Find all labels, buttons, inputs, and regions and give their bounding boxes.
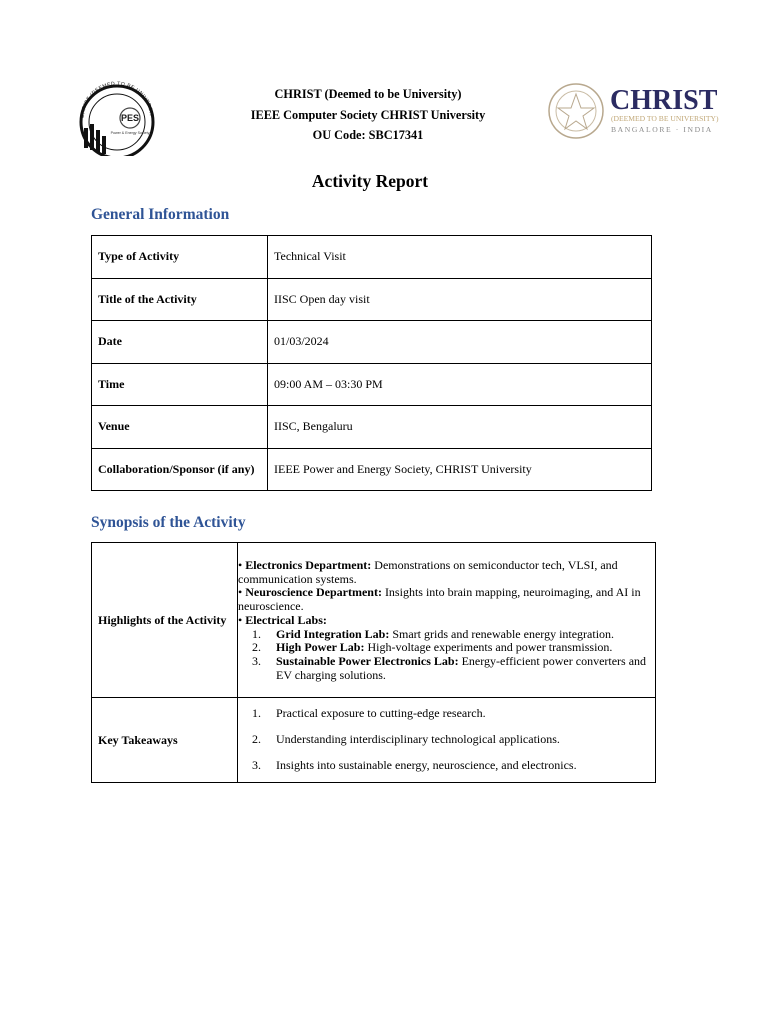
society-name: IEEE Computer Society CHRIST University xyxy=(250,107,486,122)
lab-label: High Power Lab: xyxy=(276,640,365,655)
header-block xyxy=(210,84,526,146)
highlights-cell xyxy=(238,543,656,698)
row-value: IISC, Bengaluru xyxy=(268,406,652,449)
table-row xyxy=(92,363,652,406)
table-row xyxy=(92,278,652,321)
row-value: IEEE Power and Energy Society, CHRIST University xyxy=(268,448,652,491)
list-item xyxy=(238,655,651,682)
row-value: 09:00 AM – 03:30 PM xyxy=(268,363,652,406)
row-value: 01/03/2024 xyxy=(268,321,652,364)
row-key: Time xyxy=(92,363,268,406)
christ-location: BANGALORE · INDIA xyxy=(611,125,713,134)
report-title: Activity Report xyxy=(311,171,429,191)
pes-tagline: Power & Energy Society xyxy=(110,131,150,135)
table-row xyxy=(92,321,652,364)
bullet-label: Neuroscience Department: xyxy=(245,585,382,600)
bullet-text: Demonstrations on semiconductor tech, VLSI, and communication systems. xyxy=(238,558,618,586)
item-number: 1. xyxy=(252,706,261,721)
list-item: • Electronics Department: Demonstrations on semiconductor tech, VLSI, and communication systems. xyxy=(238,558,618,586)
table-row xyxy=(92,698,656,783)
bullet-text: Insights into brain mapping, neuroimaging, and AI in neuroscience. xyxy=(238,585,641,614)
list-item: • Neuroscience Department: Insights into brain mapping, neuroimaging, and AI in neuroscience. xyxy=(238,585,641,614)
christ-wordmark: CHRIST xyxy=(610,85,718,116)
row-value: Technical Visit xyxy=(268,236,652,279)
list-item xyxy=(238,755,649,775)
synopsis-heading: Synopsis of the Activity xyxy=(91,514,246,531)
university-name: CHRIST (Deemed to be University) xyxy=(274,87,462,101)
row-key: Date xyxy=(92,321,268,364)
list-item: • Electrical Labs: xyxy=(238,612,327,627)
table-row xyxy=(92,236,652,279)
lab-text: Energy-efficient power converters and EV charging solutions. xyxy=(276,653,647,682)
synopsis-table xyxy=(91,542,656,783)
svg-text:CHRIST (DEEMED TO BE UNIVERSIT xyxy=(68,78,154,118)
table-row xyxy=(92,448,652,491)
ou-code: OU Code: SBC17341 xyxy=(312,128,424,142)
christ-university-logo xyxy=(544,78,730,156)
item-number: 2. xyxy=(252,732,261,747)
takeaway-text: Practical exposure to cutting-edge research. xyxy=(276,706,486,721)
table-row xyxy=(92,543,656,698)
item-number: 3. xyxy=(252,758,261,773)
table-row xyxy=(92,406,652,449)
lab-label: Sustainable Power Electronics Lab: xyxy=(276,653,459,668)
list-item xyxy=(238,703,649,723)
general-info-table xyxy=(91,235,652,491)
general-information-heading: General Information xyxy=(91,206,230,223)
list-item xyxy=(238,641,651,655)
takeaways-cell xyxy=(238,698,656,783)
row-key: Type of Activity xyxy=(92,236,268,279)
takeaways-label: Key Takeaways xyxy=(92,698,238,783)
bullet-label: Electrical Labs: xyxy=(245,612,327,627)
takeaway-text: Understanding interdisciplinary technological applications. xyxy=(276,732,560,747)
item-number: 1. xyxy=(252,626,261,641)
row-value: IISC Open day visit xyxy=(268,278,652,321)
list-item xyxy=(238,729,649,749)
row-key: Collaboration/Sponsor (if any) xyxy=(92,448,268,491)
takeaway-text: Insights into sustainable energy, neuroscience, and electronics. xyxy=(276,758,577,773)
row-key: Title of the Activity xyxy=(92,278,268,321)
row-key: Venue xyxy=(92,406,268,449)
pes-badge-text: PES xyxy=(120,113,140,123)
bullet-label: Electronics Department: xyxy=(245,558,372,572)
lab-text: High-voltage experiments and power transmission. xyxy=(364,640,613,655)
item-number: 3. xyxy=(252,653,261,668)
item-number: 2. xyxy=(252,640,261,655)
lab-text: Smart grids and renewable energy integration. xyxy=(389,626,615,641)
christ-subtitle: (DEEMED TO BE UNIVERSITY) xyxy=(611,114,719,123)
highlights-label: Highlights of the Activity xyxy=(92,543,238,698)
list-item xyxy=(238,628,651,642)
ieee-pes-logo xyxy=(68,78,168,156)
lab-label: Grid Integration Lab: xyxy=(276,626,390,641)
ring-text: CHRIST (DEEMED TO BE UNIVERSIT xyxy=(79,80,155,119)
